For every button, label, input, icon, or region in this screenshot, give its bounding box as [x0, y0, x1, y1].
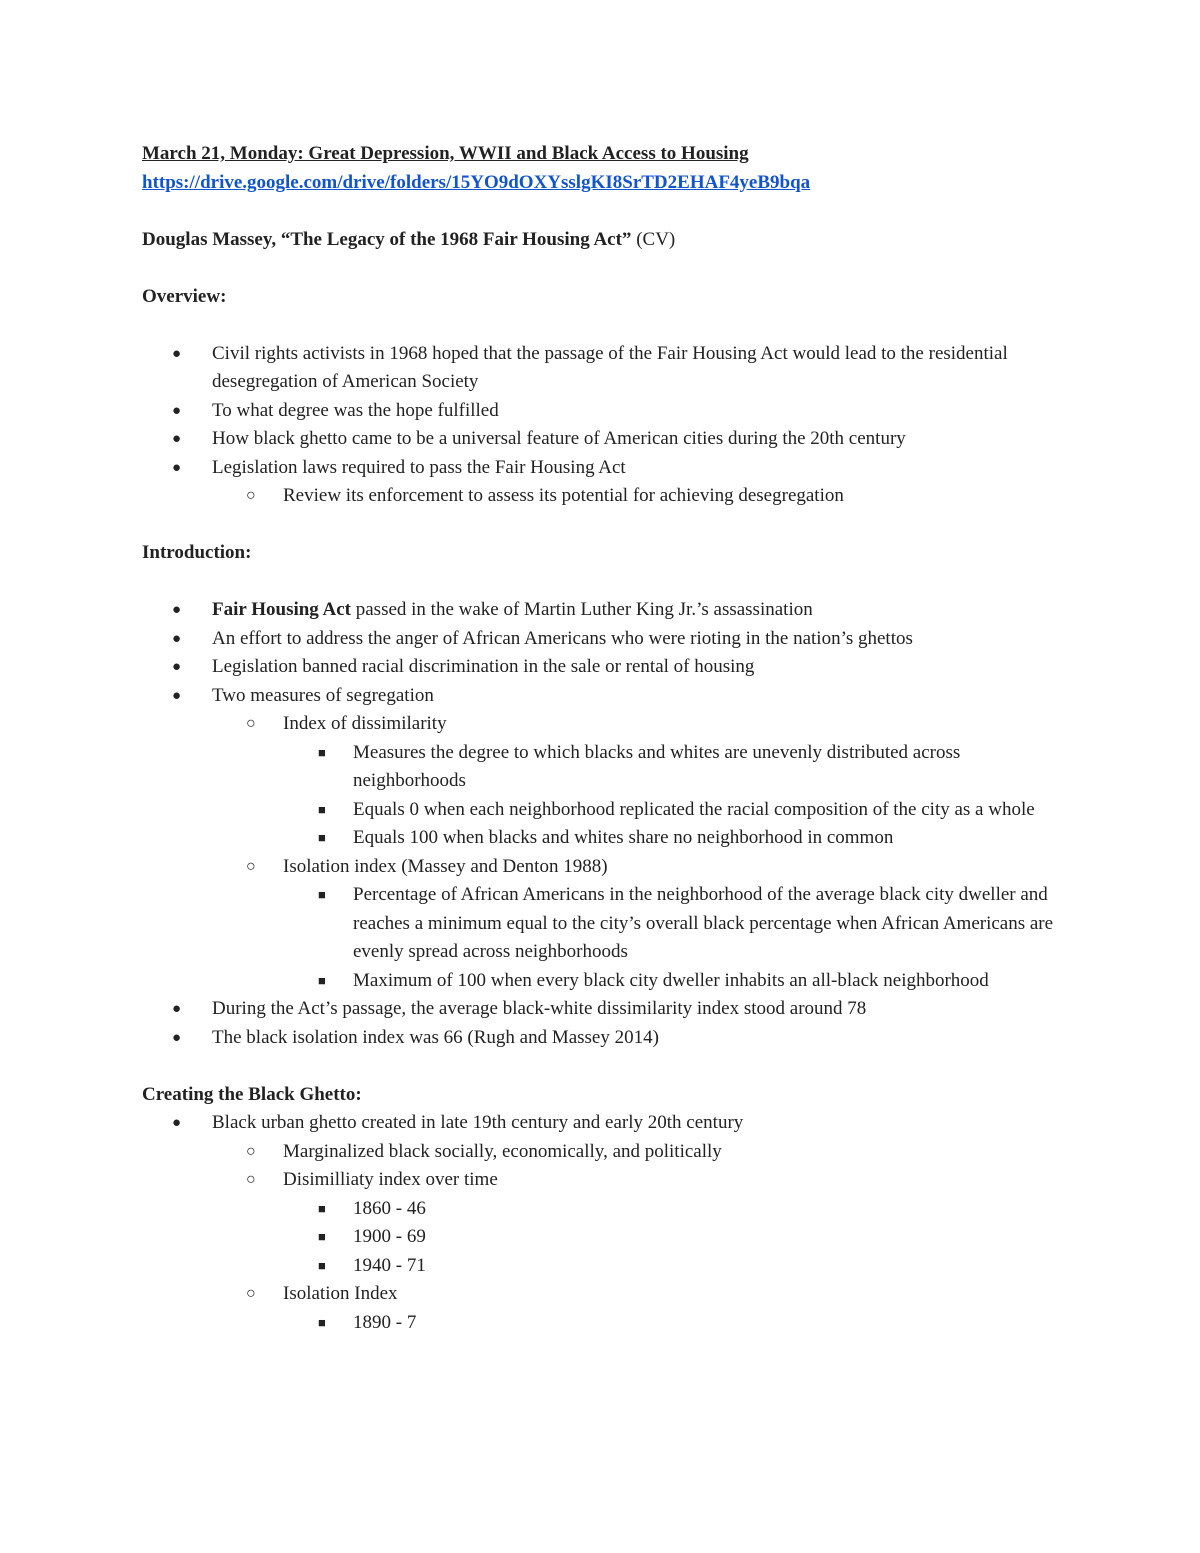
list-subitem: ○ Index of dissimilarity [142, 710, 1072, 739]
list-item: ● During the Act’s passage, the average black-white dissimilarity index stood around 78 [142, 995, 1072, 1024]
list-subitem: ○ Marginalized black socially, economically, and politically [142, 1138, 1072, 1167]
bullet-icon: ● [172, 459, 182, 476]
list-item: ● Civil rights activists in 1968 hoped that the passage of the Fair Housing Act would lead to the residential desegregation of American Society [142, 340, 1072, 397]
overview-heading: Overview: [142, 285, 227, 307]
bullet-icon: ● [172, 602, 182, 618]
bullet-icon: ● [172, 659, 182, 675]
overview-list [142, 340, 1072, 511]
square-bullet-icon: ■ [318, 1257, 326, 1273]
reading-citation [142, 226, 1072, 255]
bullet-icon: ● [172, 687, 182, 704]
bullet-icon: ● [172, 431, 182, 447]
list-item: ● To what degree was the hope fulfilled [142, 397, 1072, 426]
list-subsubitem: ■ Maximum of 100 when every black city dweller inhabits an all-black neighborhood [142, 967, 1072, 996]
square-bullet-icon: ■ [318, 801, 326, 817]
list-subitem: ○ Isolation Index [142, 1280, 1072, 1309]
page-title: March 21, Monday: Great Depression, WWII and Black Access to Housing [142, 143, 749, 164]
list-item: ● Black urban ghetto created in late 19th century and early 20th century [142, 1109, 1072, 1138]
list-item: ● How black ghetto came to be a universal feature of American cities during the 20th century [142, 425, 1072, 454]
hollow-bullet-icon: ○ [246, 1285, 256, 1302]
bullet-icon: ● [172, 1001, 182, 1017]
bullet-icon: ● [172, 630, 182, 647]
bullet-icon: ● [172, 1029, 182, 1046]
list-subsubitem: ■ 1900 - 69 [142, 1223, 1072, 1252]
square-bullet-icon: ■ [318, 972, 326, 988]
document-page [142, 140, 1072, 1337]
black-ghetto-list [142, 1109, 1072, 1337]
hollow-bullet-icon: ○ [246, 715, 256, 732]
hollow-bullet-icon: ○ [246, 1142, 256, 1160]
list-subsubitem: ■ Percentage of African Americans in the neighborhood of the average black city dweller and reaches a minimum equal to the city’s overall black percentage when African Americans are evenly spread across neighborhoods [142, 881, 1072, 967]
list-subsubitem: ■ Measures the degree to which blacks and whites are unevenly distributed across neighborhoods [142, 739, 1072, 796]
square-bullet-icon: ■ [318, 1200, 326, 1216]
square-bullet-icon: ■ [318, 887, 326, 902]
list-item: ● An effort to address the anger of African Americans who were rioting in the nation’s ghettos [142, 625, 1072, 654]
hollow-bullet-icon: ○ [246, 1171, 256, 1188]
list-subitem: ○ Isolation index (Massey and Denton 1988) [142, 853, 1072, 882]
list-item: ● Fair Housing Act passed in the wake of Martin Luther King Jr.’s assassination [142, 596, 1072, 625]
bullet-icon: ● [172, 1115, 182, 1131]
list-item: ● The black isolation index was 66 (Rugh and Massey 2014) [142, 1024, 1072, 1053]
list-item: ● Legislation banned racial discrimination in the sale or rental of housing [142, 653, 1072, 682]
square-bullet-icon: ■ [318, 744, 326, 760]
introduction-heading: Introduction: [142, 542, 252, 563]
drive-folder-link[interactable]: https://drive.google.com/drive/folders/15YO9dOXYsslgKI8SrTD2EHAF4yeB9bqa [142, 171, 811, 193]
list-subitem: ○ Review its enforcement to assess its potential for achieving desegregation [142, 482, 1072, 511]
list-subsubitem: ■ 1890 - 7 [142, 1309, 1072, 1338]
bullet-icon: ● [172, 402, 182, 419]
black-ghetto-heading: Creating the Black Ghetto: [142, 1083, 362, 1105]
list-subsubitem: ■ Equals 0 when each neighborhood replicated the racial composition of the city as a whole [142, 796, 1072, 825]
square-bullet-icon: ■ [318, 1229, 326, 1244]
bullet-icon: ● [172, 345, 182, 362]
fair-housing-act-term: Fair Housing Act [212, 599, 351, 620]
hollow-bullet-icon: ○ [246, 487, 256, 504]
square-bullet-icon: ■ [318, 1314, 326, 1330]
list-subsubitem: ■ Equals 100 when blacks and whites share no neighborhood in common [142, 824, 1072, 853]
square-bullet-icon: ■ [318, 830, 326, 845]
citation-source: (CV) [631, 228, 676, 250]
list-subsubitem: ■ 1940 - 71 [142, 1252, 1072, 1281]
hollow-bullet-icon: ○ [246, 857, 256, 875]
list-subsubitem: ■ 1860 - 46 [142, 1195, 1072, 1224]
introduction-list [142, 596, 1072, 1052]
citation-title: Douglas Massey, “The Legacy of the 1968 Fair Housing Act” [142, 228, 632, 250]
list-subitem: ○ Disimilliaty index over time [142, 1166, 1072, 1195]
list-item: ● Legislation laws required to pass the Fair Housing Act [142, 454, 1072, 483]
list-item: ● Two measures of segregation [142, 682, 1072, 711]
